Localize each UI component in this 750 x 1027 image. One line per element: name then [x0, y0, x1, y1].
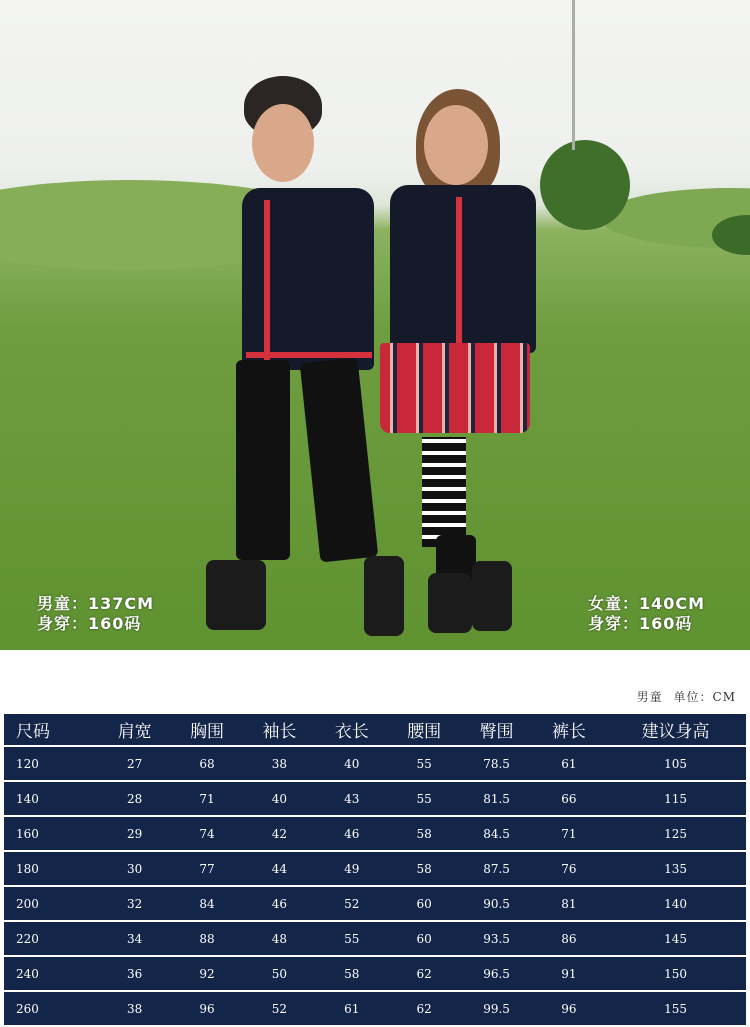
- table-cell: 49: [316, 852, 388, 885]
- column-header: 胸围: [171, 714, 243, 745]
- table-cell: 46: [243, 887, 315, 920]
- table-cell: 61: [316, 992, 388, 1025]
- table-row: [4, 782, 746, 815]
- table-cell: 58: [388, 817, 460, 850]
- table-cell: 30: [99, 852, 171, 885]
- table-cell: 60: [388, 887, 460, 920]
- table-row: [4, 992, 746, 1025]
- table-cell: 150: [605, 957, 746, 990]
- girl-size-text: 身穿：160码: [588, 614, 693, 633]
- column-header: 袖长: [243, 714, 315, 745]
- unit-label: 单位：CM: [673, 690, 736, 704]
- table-cell: 27: [99, 747, 171, 780]
- table-cell: 42: [243, 817, 315, 850]
- table-cell: 61: [533, 747, 605, 780]
- table-cell: 96.5: [460, 957, 532, 990]
- table-cell: 62: [388, 957, 460, 990]
- table-cell: 40: [243, 782, 315, 815]
- girl-model: [380, 85, 550, 640]
- table-cell: 220: [4, 922, 99, 955]
- table-cell: 71: [171, 782, 243, 815]
- table-cell: 140: [605, 887, 746, 920]
- table-row: [4, 922, 746, 955]
- table-cell: 38: [99, 992, 171, 1025]
- table-cell: 90.5: [460, 887, 532, 920]
- table-cell: 180: [4, 852, 99, 885]
- table-cell: 55: [316, 922, 388, 955]
- table-cell: 32: [99, 887, 171, 920]
- table-cell: 55: [388, 747, 460, 780]
- table-row: [4, 957, 746, 990]
- background-pole: [572, 0, 575, 150]
- table-body: [4, 747, 746, 1025]
- table-cell: 36: [99, 957, 171, 990]
- girl-height-text: 女童：140CM: [588, 594, 706, 613]
- table-cell: 115: [605, 782, 746, 815]
- table-cell: 40: [316, 747, 388, 780]
- table-cell: 29: [99, 817, 171, 850]
- background-tree: [540, 140, 630, 230]
- table-cell: 50: [243, 957, 315, 990]
- table-cell: 38: [243, 747, 315, 780]
- table-cell: 46: [316, 817, 388, 850]
- table-cell: 86: [533, 922, 605, 955]
- table-cell: 52: [243, 992, 315, 1025]
- table-cell: 200: [4, 887, 99, 920]
- boy-caption: [37, 594, 154, 634]
- table-cell: 87.5: [460, 852, 532, 885]
- table-cell: 91: [533, 957, 605, 990]
- size-chart-table: [4, 712, 746, 1027]
- table-cell: 52: [316, 887, 388, 920]
- table-cell: 105: [605, 747, 746, 780]
- unit-gender-label: 男童: [636, 690, 663, 704]
- table-cell: 62: [388, 992, 460, 1025]
- table-row: [4, 817, 746, 850]
- table-row: [4, 852, 746, 885]
- table-cell: 88: [171, 922, 243, 955]
- table-cell: 99.5: [460, 992, 532, 1025]
- table-cell: 120: [4, 747, 99, 780]
- table-cell: 77: [171, 852, 243, 885]
- table-cell: 240: [4, 957, 99, 990]
- girl-caption: [588, 594, 705, 634]
- table-cell: 58: [388, 852, 460, 885]
- table-cell: 74: [171, 817, 243, 850]
- boy-model: [200, 70, 410, 640]
- table-cell: 44: [243, 852, 315, 885]
- table-cell: 140: [4, 782, 99, 815]
- table-cell: 92: [171, 957, 243, 990]
- table-cell: 34: [99, 922, 171, 955]
- table-cell: 55: [388, 782, 460, 815]
- table-cell: 76: [533, 852, 605, 885]
- table-cell: 81: [533, 887, 605, 920]
- column-header: 衣长: [316, 714, 388, 745]
- table-cell: 66: [533, 782, 605, 815]
- table-cell: 135: [605, 852, 746, 885]
- table-cell: 160: [4, 817, 99, 850]
- table-cell: 68: [171, 747, 243, 780]
- table-cell: 48: [243, 922, 315, 955]
- column-header: 裤长: [533, 714, 605, 745]
- table-cell: 58: [316, 957, 388, 990]
- table-header-row: [4, 714, 746, 745]
- table-cell: 28: [99, 782, 171, 815]
- table-cell: 81.5: [460, 782, 532, 815]
- table-cell: 145: [605, 922, 746, 955]
- table-cell: 155: [605, 992, 746, 1025]
- table-cell: 96: [533, 992, 605, 1025]
- table-cell: 71: [533, 817, 605, 850]
- table-cell: 84: [171, 887, 243, 920]
- table-cell: 43: [316, 782, 388, 815]
- table-cell: 93.5: [460, 922, 532, 955]
- unit-note: [631, 688, 736, 705]
- table-row: [4, 887, 746, 920]
- column-header: 尺码: [4, 714, 99, 745]
- boy-height-text: 男童：137CM: [37, 594, 155, 613]
- table-cell: 78.5: [460, 747, 532, 780]
- column-header: 臀围: [460, 714, 532, 745]
- table-cell: 260: [4, 992, 99, 1025]
- table-cell: 84.5: [460, 817, 532, 850]
- table-row: [4, 747, 746, 780]
- boy-size-text: 身穿：160码: [37, 614, 142, 633]
- table-cell: 125: [605, 817, 746, 850]
- table-cell: 96: [171, 992, 243, 1025]
- column-header: 腰围: [388, 714, 460, 745]
- column-header: 肩宽: [99, 714, 171, 745]
- column-header: 建议身高: [605, 714, 746, 745]
- table-cell: 60: [388, 922, 460, 955]
